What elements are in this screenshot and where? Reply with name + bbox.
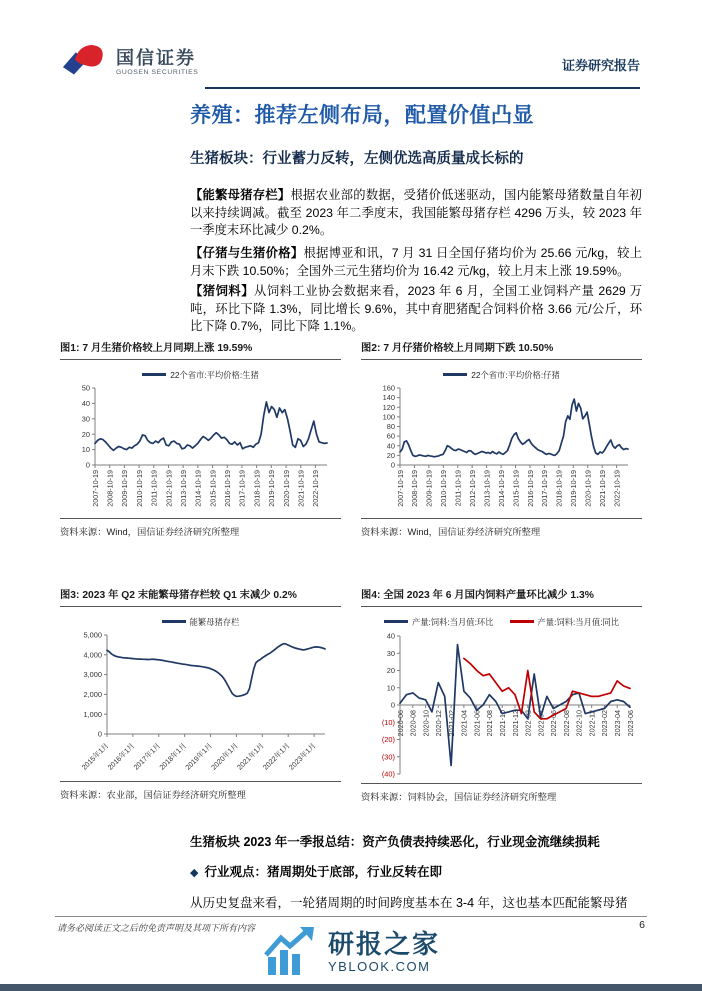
- figure-row-2: [60, 584, 642, 803]
- figure-title: 图4: 全国 2023 年 6 月国内饲料产量环比减少 1.3%: [361, 584, 642, 607]
- svg-text:120: 120: [382, 402, 395, 412]
- svg-text:2019-10-19: 2019-10-19: [266, 470, 276, 507]
- svg-text:2020-10-19: 2020-10-19: [281, 470, 291, 507]
- svg-text:2023-02: 2023-02: [599, 710, 609, 737]
- svg-text:2017年1月: 2017年1月: [131, 741, 162, 772]
- svg-text:2020-10-19: 2020-10-19: [583, 470, 593, 507]
- svg-text:2020-06: 2020-06: [395, 710, 405, 737]
- legend-swatch: [510, 620, 534, 622]
- svg-text:4,000: 4,000: [83, 650, 102, 660]
- svg-text:50: 50: [81, 383, 90, 393]
- industry-view-text: 行业观点：猪周期处于底部，行业反转在即: [204, 865, 442, 879]
- figure-1-pig-price-chart: [60, 337, 341, 538]
- svg-text:2007-10-19: 2007-10-19: [395, 470, 405, 507]
- figure-3-sow-inventory-chart: [60, 584, 341, 803]
- svg-text:2022-02: 2022-02: [523, 710, 533, 737]
- svg-text:(30): (30): [381, 752, 395, 762]
- watermark-name: 研报之家: [327, 929, 441, 959]
- svg-text:2022-10: 2022-10: [574, 710, 584, 737]
- svg-text:2011-10-19: 2011-10-19: [453, 470, 463, 507]
- legend-swatch: [384, 620, 408, 622]
- svg-text:20: 20: [81, 429, 90, 439]
- svg-text:(10): (10): [381, 717, 395, 727]
- svg-text:2012-10-19: 2012-10-19: [163, 470, 173, 507]
- watermark-site: YBLOOK.COM: [327, 959, 431, 974]
- legend-entry: [162, 616, 240, 628]
- brand-name-cn: 国信证券: [116, 47, 196, 68]
- svg-text:(40): (40): [381, 769, 395, 779]
- section-title: 生猪板块：行业蓄力反转，左侧优选高质量成长标的: [190, 151, 524, 167]
- watermark-yblook[interactable]: [262, 927, 440, 977]
- svg-text:2011-10-19: 2011-10-19: [149, 470, 159, 507]
- svg-text:2016-10-19: 2016-10-19: [525, 470, 535, 507]
- page-title: 养殖：推荐左侧布局，配置价值凸显: [190, 104, 534, 127]
- svg-text:0: 0: [85, 460, 90, 470]
- svg-text:20: 20: [386, 450, 395, 460]
- legend-entry: [510, 616, 620, 628]
- svg-text:2017-10-19: 2017-10-19: [539, 470, 549, 507]
- figure-source: 资料来源：饲料协会，国信证券经济研究所整理: [361, 783, 642, 803]
- legend-label: 22个省市:平均价格:生猪: [170, 369, 259, 380]
- svg-text:2021-12: 2021-12: [510, 710, 520, 737]
- svg-text:2009-10-19: 2009-10-19: [119, 470, 129, 507]
- svg-text:2021-10-19: 2021-10-19: [296, 470, 306, 507]
- svg-text:140: 140: [382, 393, 395, 403]
- figure-4-feed-output-chart: [361, 584, 642, 803]
- legend-entry: [384, 616, 494, 628]
- feed-output-line-chart: [366, 630, 638, 780]
- svg-text:2013-10-19: 2013-10-19: [481, 470, 491, 507]
- svg-text:30: 30: [386, 648, 395, 658]
- svg-text:0: 0: [97, 729, 102, 739]
- svg-text:2012-10-19: 2012-10-19: [467, 470, 477, 507]
- legend-entry: [142, 369, 259, 381]
- svg-text:2015-10-19: 2015-10-19: [510, 470, 520, 507]
- pig-price-line-chart: [65, 383, 337, 515]
- svg-text:2019年1月: 2019年1月: [182, 741, 214, 772]
- svg-text:2020-10: 2020-10: [420, 710, 430, 737]
- paragraph-pig-price: [190, 245, 642, 280]
- svg-text:100: 100: [382, 412, 395, 422]
- svg-text:2023-04: 2023-04: [612, 710, 622, 737]
- svg-text:2014-10-19: 2014-10-19: [496, 470, 506, 507]
- svg-text:2020-08: 2020-08: [408, 710, 418, 737]
- svg-text:2010-10-19: 2010-10-19: [438, 470, 448, 507]
- brand-name-en: GUOSEN SECURITIES: [116, 68, 199, 76]
- svg-text:20: 20: [386, 666, 395, 676]
- svg-text:2019-10-19: 2019-10-19: [568, 470, 578, 507]
- diamond-bullet-icon: ◆: [190, 867, 199, 879]
- svg-text:2016-10-19: 2016-10-19: [222, 470, 232, 507]
- svg-text:2021-02: 2021-02: [446, 710, 456, 737]
- svg-text:2021-08: 2021-08: [484, 710, 494, 737]
- figure-source: 资料来源：Wind，国信证券经济研究所整理: [361, 518, 642, 538]
- svg-text:2018年1月: 2018年1月: [156, 741, 188, 772]
- svg-text:2022-06: 2022-06: [548, 710, 558, 737]
- svg-text:2009-10-19: 2009-10-19: [424, 470, 434, 507]
- paragraph-tag: 【仔猪与生猪价格】: [190, 246, 304, 261]
- header-logo: [62, 44, 198, 81]
- svg-text:2018-10-19: 2018-10-19: [554, 470, 564, 507]
- svg-text:60: 60: [386, 431, 395, 441]
- legend-swatch: [142, 373, 166, 375]
- svg-text:2017-10-19: 2017-10-19: [237, 470, 247, 507]
- legend-label: 22个省市:平均价格:仔猪: [471, 369, 560, 380]
- svg-text:2008-10-19: 2008-10-19: [104, 470, 114, 507]
- svg-text:0: 0: [390, 700, 395, 710]
- paragraph-text: 根据农业部的数据，受猪价低迷驱动，国内能繁母猪数量自年初以来持续调减。截至 2023 年二季度末，我国能繁母猪存栏 4296 万头，较 2023 年一季度末环比减少 0.2%。: [190, 188, 642, 238]
- svg-text:2022-04: 2022-04: [535, 710, 545, 737]
- svg-text:2022-12: 2022-12: [586, 710, 596, 737]
- paragraph-tag: 【猪饲料】: [190, 284, 255, 299]
- svg-text:40: 40: [386, 441, 395, 451]
- svg-text:80: 80: [386, 422, 395, 432]
- svg-text:3,000: 3,000: [83, 670, 102, 680]
- svg-text:2016年1月: 2016年1月: [105, 741, 136, 772]
- figure-source: 资料来源：农业部，国信证券经济研究所整理: [60, 781, 341, 801]
- svg-text:2015-10-19: 2015-10-19: [207, 470, 217, 507]
- chart-legend: [361, 368, 642, 381]
- legend-swatch: [162, 620, 186, 622]
- svg-text:2021-10-19: 2021-10-19: [597, 470, 607, 507]
- svg-text:40: 40: [81, 399, 90, 408]
- svg-text:10: 10: [386, 683, 395, 693]
- svg-text:2015年1月: 2015年1月: [79, 741, 110, 772]
- figure-source: 资料来源：Wind，国信证券经济研究所整理: [60, 518, 341, 538]
- page-number: 6: [639, 919, 645, 931]
- industry-view-heading: [190, 862, 645, 880]
- paragraph-text: 根据博亚和讯，7 月 31 日全国仔猪均价为 25.66 元/kg，较上月末下跌 10.50%；全国外三元生猪均价为 16.42 元/kg，较上月末上涨 19.59%。: [190, 246, 642, 278]
- guosen-logo-icon: [62, 44, 108, 81]
- legend-swatch: [443, 373, 467, 375]
- svg-text:10: 10: [81, 445, 90, 455]
- svg-text:2022-10-19: 2022-10-19: [310, 470, 320, 507]
- bottom-band: [0, 984, 702, 991]
- piglet-price-line-chart: [366, 383, 638, 515]
- svg-text:2013-10-19: 2013-10-19: [178, 470, 188, 507]
- figure-2-piglet-price-chart: [361, 337, 642, 538]
- svg-text:2020-12: 2020-12: [433, 710, 443, 737]
- svg-text:2,000: 2,000: [83, 690, 102, 699]
- legend-label: 能繁母猪存栏: [189, 616, 240, 627]
- bar-chart-arrow-icon: [262, 927, 318, 977]
- svg-text:5,000: 5,000: [83, 630, 102, 640]
- sow-inventory-line-chart: [65, 630, 337, 778]
- footer-rule: [55, 916, 647, 917]
- svg-text:2022-08: 2022-08: [561, 710, 571, 737]
- svg-text:30: 30: [81, 414, 90, 424]
- figure-title: 图2: 7 月仔猪价格较上月同期下跌 10.50%: [361, 337, 642, 360]
- svg-text:2022年1月: 2022年1月: [260, 741, 292, 772]
- legend-label: 产量:饲料:当月值:环比: [411, 616, 494, 627]
- report-type-label: 证券研究报告: [561, 58, 640, 73]
- svg-text:2023-06: 2023-06: [625, 710, 635, 737]
- svg-text:1,000: 1,000: [83, 709, 102, 719]
- figure-row-1: [60, 337, 642, 538]
- figure-title: 图1: 7 月生猪价格较上月同期上涨 19.59%: [60, 337, 341, 360]
- svg-text:2010-10-19: 2010-10-19: [134, 470, 144, 507]
- svg-text:40: 40: [386, 631, 395, 641]
- paragraph-tag: 【能繁母猪存栏】: [190, 188, 291, 203]
- paragraph-sow-inventory: [190, 187, 642, 239]
- svg-text:2023年1月: 2023年1月: [286, 741, 318, 772]
- svg-text:2021-06: 2021-06: [471, 710, 481, 737]
- svg-text:0: 0: [390, 460, 395, 470]
- svg-text:2021-10: 2021-10: [497, 710, 507, 737]
- chart-legend: [60, 368, 341, 381]
- svg-text:2008-10-19: 2008-10-19: [409, 470, 419, 507]
- chart-legend: [361, 615, 642, 628]
- svg-text:2014-10-19: 2014-10-19: [193, 470, 203, 507]
- svg-text:2021年1月: 2021年1月: [234, 741, 266, 772]
- figure-title: 图3: 2023 年 Q2 末能繁母猪存栏较 Q1 末减少 0.2%: [60, 584, 341, 607]
- paragraph-text: 从饲料工业协会数据来看，2023 年 6 月，全国工业饲料产量 2629 万吨，环比下降 1.3%，同比增长 9.6%，其中育肥猪配合饲料价格 3.66 元/公斤，环比下降 0.7%，同比下降 1.1%。: [190, 284, 642, 334]
- svg-text:2020年1月: 2020年1月: [208, 741, 240, 772]
- svg-text:2021-04: 2021-04: [459, 710, 469, 737]
- summary-heading: 生猪板块 2023 年一季报总结：资产负债表持续恶化，行业现金流继续损耗: [190, 835, 600, 849]
- svg-text:160: 160: [382, 383, 395, 393]
- body-text-line: 从历史复盘来看，一轮猪周期的时间跨度基本在 3-4 年，这也基本匹配能繁母猪: [190, 896, 628, 910]
- svg-text:2022-10-19: 2022-10-19: [611, 470, 621, 507]
- legend-entry: [443, 369, 560, 381]
- footer-disclaimer: 请务必阅读正文之后的免责声明及其项下所有内容: [57, 923, 256, 933]
- paragraph-pig-feed: [190, 283, 642, 335]
- svg-text:2018-10-19: 2018-10-19: [251, 470, 261, 507]
- svg-text:2007-10-19: 2007-10-19: [90, 470, 100, 507]
- chart-legend: [60, 615, 341, 628]
- legend-label: 产量:饲料:当月值:同比: [537, 616, 620, 627]
- svg-text:(20): (20): [381, 735, 395, 745]
- header-rule: [205, 87, 640, 89]
